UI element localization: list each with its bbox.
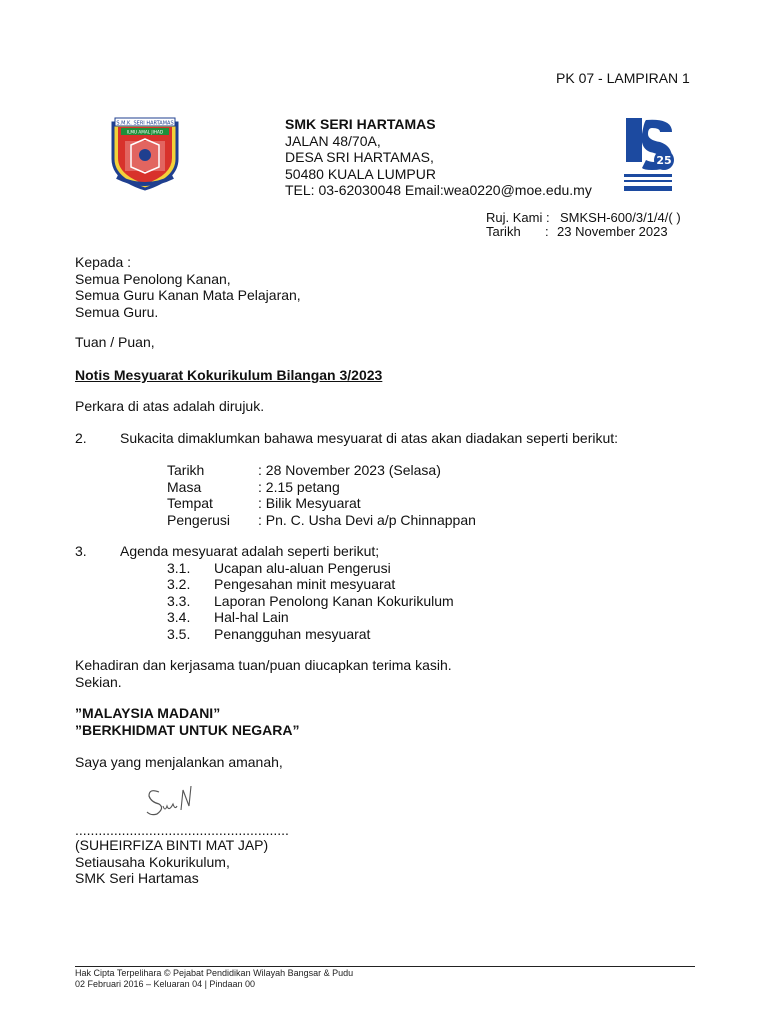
footer-copyright: Hak Cipta Terpelihara © Pejabat Pendidikan Wilayah Bangsar & Pudu <box>75 968 354 978</box>
tarikh-sep: : <box>545 224 549 239</box>
closing-line: Sekian. <box>75 673 122 690</box>
closing-line: Kehadiran dan kerjasama tuan/puan diucapkan terima kasih. <box>75 657 452 673</box>
address-line: DESA SRI HARTAMAS, <box>285 149 434 165</box>
detail-value: : 2.15 petang <box>258 478 340 495</box>
agenda-item: Laporan Penolong Kanan Kokurikulum <box>214 592 454 609</box>
footer-revision: 02 Februari 2016 – Keluaran 04 | Pindaan 00 <box>75 979 255 989</box>
tarikh-label: Tarikh <box>486 224 521 239</box>
agenda-number: 3.1. <box>167 559 191 576</box>
agenda-item: Ucapan alu-aluan Pengerusi <box>214 559 391 576</box>
paragraph-3-number: 3. <box>75 543 87 559</box>
department-logo <box>620 114 676 196</box>
handwritten-signature <box>143 784 199 818</box>
signatory-organisation: SMK Seri Hartamas <box>75 870 199 886</box>
ruj-kami-value: SMKSH-600/3/1/4/( ) <box>560 210 681 225</box>
footer <box>75 968 353 990</box>
address-line: JALAN 48/70A, <box>285 132 381 149</box>
agenda-item: Pengesahan minit mesyuarat <box>214 576 396 592</box>
logo-number-text: 25 <box>656 154 672 167</box>
paragraph-3-text: Agenda mesyuarat adalah seperti berikut; <box>120 543 380 559</box>
recipient-block <box>75 254 301 320</box>
tarikh-value: 23 November 2023 <box>557 224 668 239</box>
document-code: PK 07 - LAMPIRAN 1 <box>556 70 690 86</box>
signature-dots: ....................................................... <box>75 822 289 838</box>
crest-banner-text: ILMU AMAL JIHAD <box>126 129 164 135</box>
agenda-number: 3.3. <box>167 592 191 609</box>
detail-value: : Pn. C. Usha Devi a/p Chinnappan <box>258 511 476 528</box>
agenda-number: 3.5. <box>167 625 191 642</box>
amanah-line: Saya yang menjalankan amanah, <box>75 754 283 770</box>
recipient-line: Semua Guru. <box>75 303 159 320</box>
subject-line: Notis Mesyuarat Kokurikulum Bilangan 3/2023 <box>75 367 383 383</box>
crest-top-text: S.M.K. SERI HARTAMAS <box>116 120 174 127</box>
signatory-name: (SUHEIRFIZA BINTI MAT JAP) <box>75 837 269 853</box>
recipient-line: Semua Penolong Kanan, <box>75 270 231 287</box>
paragraph-2-number: 2. <box>75 430 87 446</box>
agenda-number: 3.2. <box>167 576 191 592</box>
signatory-title: Setiausaha Kokurikulum, <box>75 853 230 870</box>
detail-label: Masa <box>167 478 202 495</box>
contact-line: TEL: 03-62030048 Email:wea0220@moe.edu.my <box>285 182 592 198</box>
slogan-line: ”BERKHIDMAT UNTUK NEGARA” <box>75 721 300 738</box>
ruj-kami-label: Ruj. Kami : <box>486 210 550 225</box>
detail-value: : Bilik Mesyuarat <box>258 495 361 511</box>
slogan-line: ”MALAYSIA MADANI” <box>75 705 221 721</box>
recipient-line: Semua Guru Kanan Mata Pelajaran, <box>75 287 301 303</box>
school-crest-logo <box>107 117 183 191</box>
recipient-line: Kepada : <box>75 254 132 270</box>
salutation: Tuan / Puan, <box>75 334 155 350</box>
detail-label: Pengerusi <box>167 511 231 528</box>
detail-value: : 28 November 2023 (Selasa) <box>258 462 441 478</box>
detail-label: Tarikh <box>167 462 205 478</box>
agenda-item: Penangguhan mesyuarat <box>214 625 371 642</box>
agenda-item: Hal-hal Lain <box>214 609 289 625</box>
paragraph-1: Perkara di atas adalah dirujuk. <box>75 398 265 414</box>
agenda-number: 3.4. <box>167 609 191 625</box>
footer-rule <box>75 966 695 967</box>
school-name: SMK SERI HARTAMAS <box>285 116 436 132</box>
detail-label: Tempat <box>167 495 213 511</box>
paragraph-2-text: Sukacita dimaklumkan bahawa mesyuarat di atas akan diadakan seperti berikut: <box>120 430 619 446</box>
school-header <box>285 116 592 199</box>
address-line: 50480 KUALA LUMPUR <box>285 165 436 182</box>
